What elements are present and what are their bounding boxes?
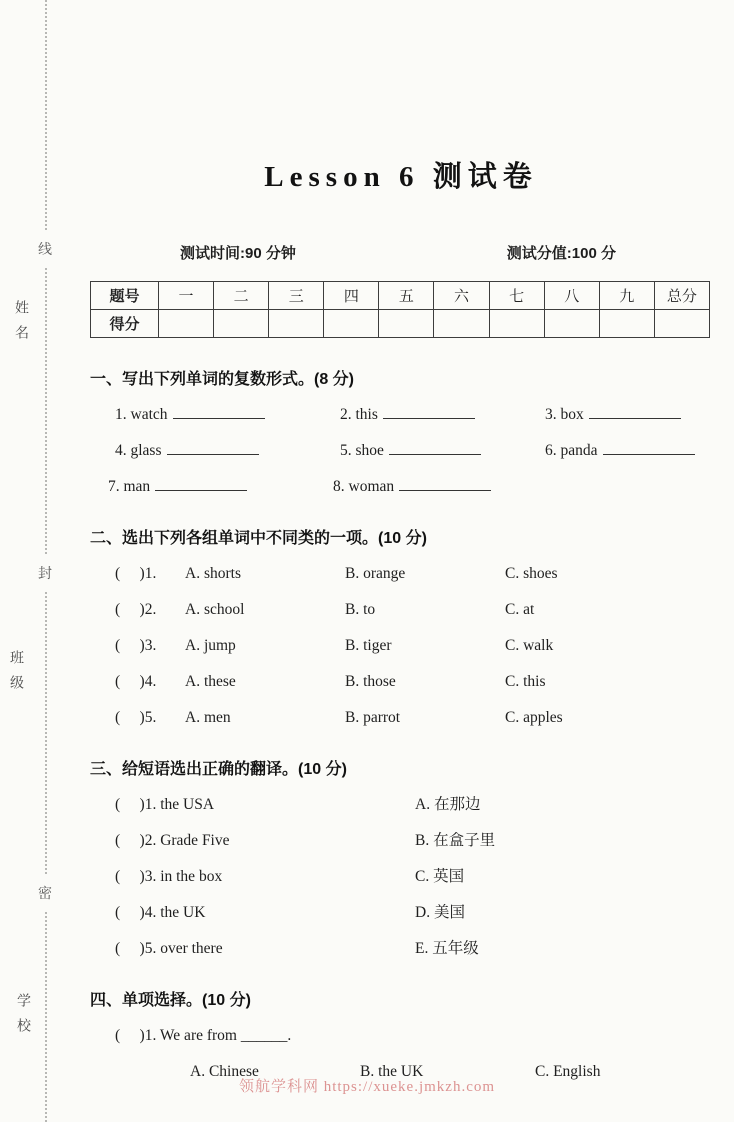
translation-option: D. 美国 xyxy=(415,904,465,921)
question-number: ( )1. xyxy=(115,565,157,582)
option-c: C. shoes xyxy=(505,565,558,582)
fill-item xyxy=(108,476,333,497)
option-b: B. those xyxy=(345,673,396,690)
option-b: B. parrot xyxy=(345,709,401,726)
seal-char-feng: 封 xyxy=(38,556,52,590)
score-col-4: 四 xyxy=(324,282,379,310)
section3-row xyxy=(90,866,712,887)
question-number: ( )3. xyxy=(115,637,157,654)
score-cell-empty xyxy=(269,310,324,338)
answer-blank xyxy=(603,441,695,455)
translation-option: A. 在那边 xyxy=(415,796,481,813)
phrase-item: ( )1. the USA xyxy=(115,796,215,813)
translation-option: E. 五年级 xyxy=(415,940,479,957)
score-col-9: 九 xyxy=(599,282,654,310)
score-col-2: 二 xyxy=(214,282,269,310)
seal-char-xian: 线 xyxy=(38,232,52,266)
section3-row xyxy=(90,902,712,923)
section2-title: 二、选出下列各组单词中不同类的一项。(10 分) xyxy=(90,530,427,547)
option-b: B. the UK xyxy=(360,1063,424,1080)
fill-item xyxy=(115,440,340,461)
score-cell-empty xyxy=(489,310,544,338)
score-cell-empty xyxy=(599,310,654,338)
section1-row xyxy=(90,440,712,461)
question-number: ( )5. xyxy=(115,709,157,726)
score-col-7: 七 xyxy=(489,282,544,310)
answer-blank xyxy=(173,405,265,419)
section2-row xyxy=(90,707,712,728)
section3-row xyxy=(90,830,712,851)
score-col-8: 八 xyxy=(544,282,599,310)
word-label: 4. glass xyxy=(115,442,162,459)
option-c: C. walk xyxy=(505,637,554,654)
option-a: A. shorts xyxy=(185,565,241,582)
fill-item xyxy=(545,404,712,425)
section3-row xyxy=(90,938,712,959)
question-text: ( )1. We are from ______. xyxy=(115,1027,292,1044)
section2-row xyxy=(90,563,712,584)
score-col-1: 一 xyxy=(159,282,214,310)
answer-blank xyxy=(167,441,259,455)
score-cell-empty xyxy=(544,310,599,338)
section1-title: 一、写出下列单词的复数形式。(8 分) xyxy=(90,371,355,388)
score-cell-empty xyxy=(159,310,214,338)
fill-item xyxy=(340,440,545,461)
phrase-item: ( )4. the UK xyxy=(115,904,206,921)
field-class: 班级 xyxy=(9,650,25,700)
fill-item xyxy=(545,440,712,461)
word-label: 8. woman xyxy=(333,478,395,495)
phrase-item: ( )5. over there xyxy=(115,940,223,957)
watermark-footer: 领航学科网 https://xueke.jmkzh.com xyxy=(238,1079,496,1095)
fill-item xyxy=(340,404,545,425)
score-cell-empty xyxy=(654,310,709,338)
word-label: 6. panda xyxy=(545,442,598,459)
paper-title: Lesson 6 测试卷 xyxy=(264,161,538,193)
answer-blank xyxy=(155,477,247,491)
word-label: 7. man xyxy=(108,478,151,495)
qnum-label: 题号 xyxy=(91,282,159,310)
option-a: A. school xyxy=(185,601,245,618)
score-cell-empty xyxy=(324,310,379,338)
score-col-3: 三 xyxy=(269,282,324,310)
section2-row xyxy=(90,635,712,656)
score-col-total: 总分 xyxy=(654,282,709,310)
test-points-label: 测试分值:100 分 xyxy=(506,245,616,262)
section4-question xyxy=(90,1025,712,1046)
option-c: C. at xyxy=(505,601,535,618)
answer-blank xyxy=(399,477,491,491)
word-label: 2. this xyxy=(340,406,378,423)
score-table xyxy=(90,281,710,338)
answer-blank xyxy=(389,441,481,455)
option-c: C. English xyxy=(535,1063,601,1080)
fill-item xyxy=(115,404,340,425)
score-col-5: 五 xyxy=(379,282,434,310)
option-c: C. apples xyxy=(505,709,563,726)
score-table-header-row xyxy=(91,282,710,310)
paper-meta xyxy=(90,242,712,263)
answer-blank xyxy=(383,405,475,419)
seal-char-mi: 密 xyxy=(38,876,52,910)
answer-blank xyxy=(589,405,681,419)
word-label: 5. shoe xyxy=(340,442,384,459)
fill-item xyxy=(333,476,538,497)
field-student-name: 姓名 xyxy=(14,300,30,350)
option-b: B. orange xyxy=(345,565,406,582)
score-label: 得分 xyxy=(91,310,159,338)
option-b: B. to xyxy=(345,601,376,618)
section1-row xyxy=(90,476,712,497)
option-a: A. these xyxy=(185,673,236,690)
field-school: 学校 xyxy=(16,993,32,1043)
section4-title: 四、单项选择。(10 分) xyxy=(90,992,251,1009)
phrase-item: ( )3. in the box xyxy=(115,868,223,885)
section1-row xyxy=(90,404,712,425)
translation-option: B. 在盒子里 xyxy=(415,832,496,849)
score-col-6: 六 xyxy=(434,282,489,310)
word-label: 1. watch xyxy=(115,406,168,423)
option-a: A. men xyxy=(185,709,231,726)
score-cell-empty xyxy=(379,310,434,338)
score-table-score-row xyxy=(91,310,710,338)
question-number: ( )4. xyxy=(115,673,157,690)
section3-row xyxy=(90,794,712,815)
option-a: A. Chinese xyxy=(190,1063,259,1080)
question-number: ( )2. xyxy=(115,601,157,618)
score-cell-empty xyxy=(434,310,489,338)
section2-row xyxy=(90,671,712,692)
paper-body xyxy=(90,156,712,1082)
option-c: C. this xyxy=(505,673,546,690)
test-time-label: 测试时间:90 分钟 xyxy=(180,245,296,262)
score-cell-empty xyxy=(214,310,269,338)
section3-title: 三、给短语选出正确的翻译。(10 分) xyxy=(90,761,347,778)
option-a: A. jump xyxy=(185,637,236,654)
word-label: 3. box xyxy=(545,406,584,423)
option-b: B. tiger xyxy=(345,637,392,654)
phrase-item: ( )2. Grade Five xyxy=(115,832,230,849)
section2-row xyxy=(90,599,712,620)
translation-option: C. 英国 xyxy=(415,868,465,885)
